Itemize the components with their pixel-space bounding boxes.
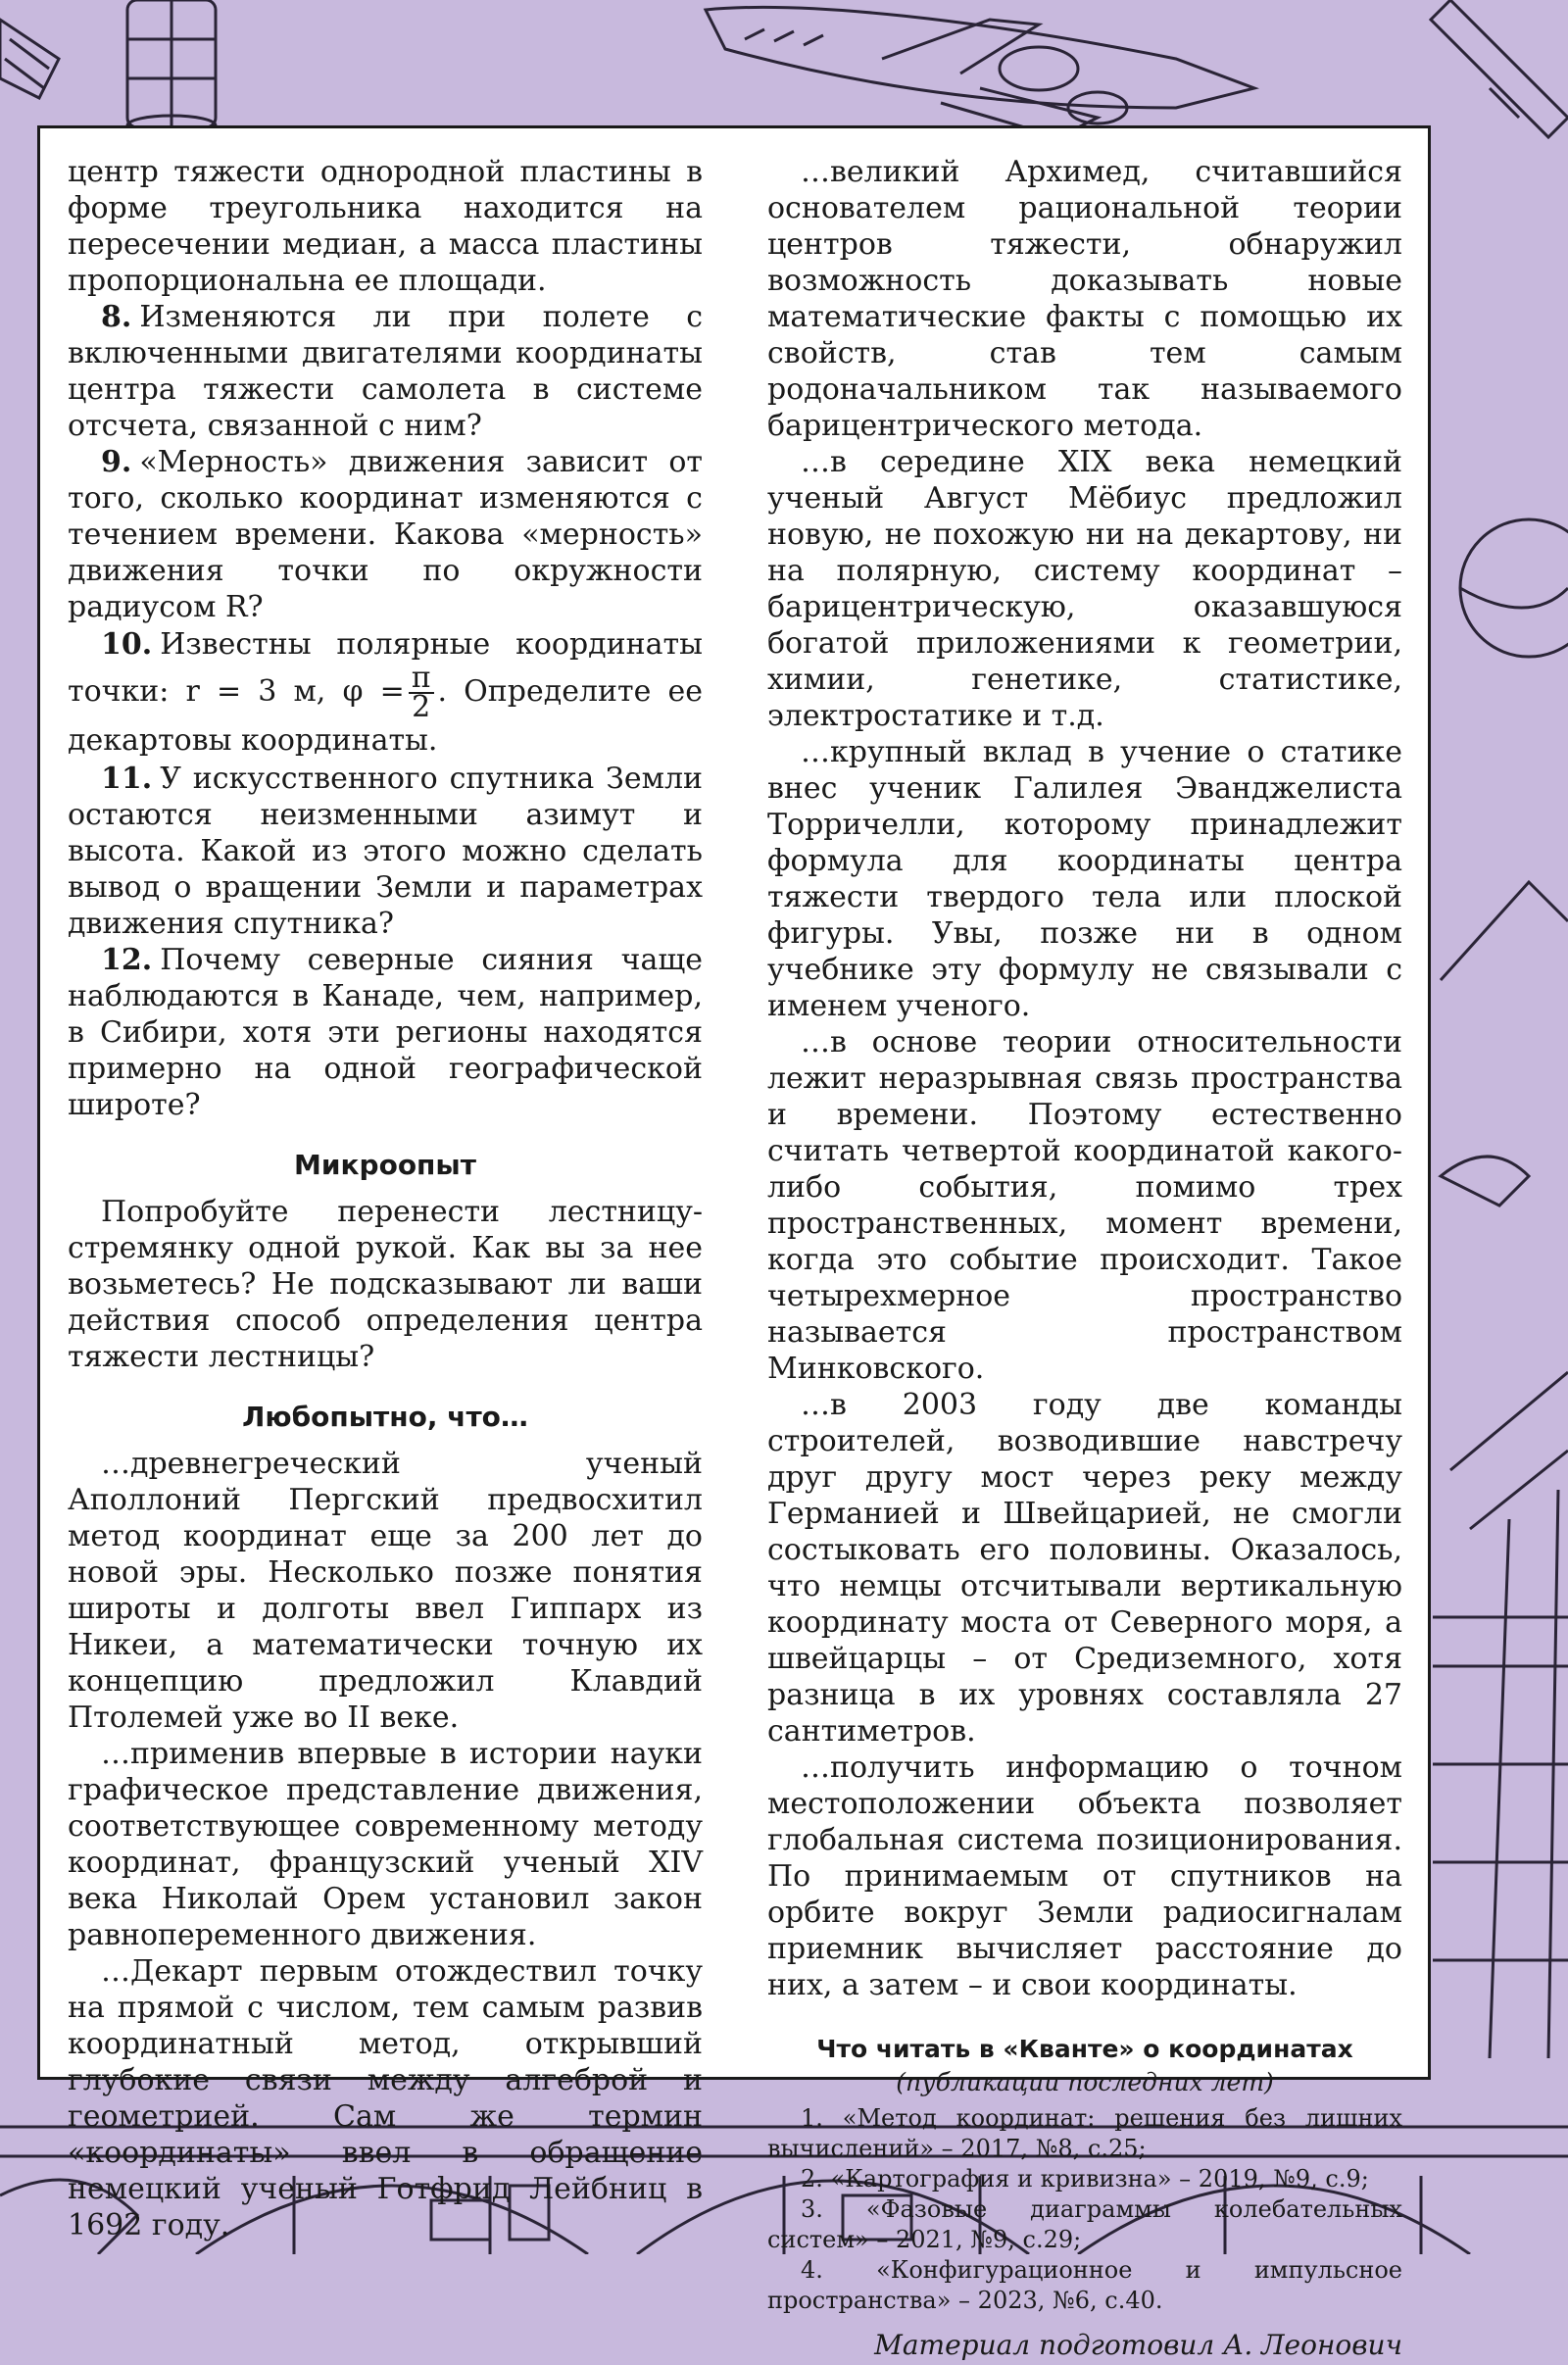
reading-list-item: 4. «Конфигурационное и импульсное пространства» – 2023, №6, с.40.	[767, 2256, 1402, 2314]
question-text: Известны полярные координаты точки: r = 3 м, φ =	[68, 627, 703, 709]
right-paragraph-6: …получить информацию о точном местоположении объекта позволяет глобальная система позиционирования. По принимаемым от спутников на орбите вокруг Земли радиосигналам приемник вычисляет расстояние до них, а затем – и свои координаты.	[767, 1750, 1402, 2002]
airplane-drawing	[706, 7, 1254, 137]
question-number: 11.	[101, 762, 153, 796]
article-panel	[37, 125, 1431, 2361]
question-8	[68, 299, 703, 444]
right-paragraph-4: …в основе теории относительности лежит неразрывная связь пространства и времени. Поэтому естественно считать четвертой координатой какого-либо события, помимо трех пространственных, момент времени, когда это событие происходит. Такое четырехмерное пространство называется пространством Минковского.	[767, 1025, 1402, 1386]
satellite-drawing	[0, 0, 216, 135]
question-number: 10.	[101, 627, 153, 662]
curious-heading: Любопытно, что…	[242, 1401, 528, 1433]
reading-list-item: 1. «Метод координат: решения без лишних вычислений» – 2017, №8, с.25;	[767, 2104, 1402, 2162]
question-text: Изменяются ли при полете с включенными двигателями координаты центра тяжести самолета в системе отсчета, связанной с ним?	[68, 300, 703, 443]
reading-list-item: 3. «Фазовые диаграммы колебательных систем» – 2021, №9, с.29;	[767, 2195, 1402, 2253]
right-side-drawings	[1433, 519, 1568, 2058]
right-paragraph-3: …крупный вклад в учение о статике внес ученик Галилея Эванджелиста Торричелли, которому принадлежит формула для координаты центра тяжести твердого тела или плоской фигуры. Увы, позже ни в одном учебнике эту формулу не связывали с именем ученого.	[767, 735, 1402, 1023]
question-11	[68, 761, 703, 942]
reading-list-item: 2. «Картография и кривизна» – 2019, №9, с.9;	[801, 2165, 1369, 2193]
pen-drawing	[1431, 0, 1568, 137]
question-number: 12.	[101, 943, 153, 977]
question-number: 8.	[101, 300, 132, 334]
microexp-paragraph: Попробуйте перенести лестницу-стремянку одной рукой. Как вы за нее возьметесь? Не подсказывают ли ваши действия способ определения центра тяжести лестницы?	[68, 1195, 703, 1374]
question-text: У искусственного спутника Земли остаются неизменными азимут и высота. Какой из этого можно сделать вывод о вращении Земли и параметрах движения спутника?	[68, 762, 703, 941]
right-paragraph-5: …в 2003 году две команды строителей, возводившие навстречу друг другу мост через реку между Германией и Швейцарией, не смогли состыковать его половины. Оказалось, что немцы отсчитывали вертикальную координату моста от Северного моря, а швейцарцы – от Средиземного, хотя разница в их уровнях составляла 27 сантиметров.	[767, 1388, 1402, 1749]
curious-paragraph-2: …применив впервые в истории науки графическое представление движения, соответствующее современному методу координат, французский ученый XIV века Николай Орем установил закон равнопеременного движения.	[68, 1737, 703, 1952]
curious-paragraph-3: …Декарт первым отождествил точку на прямой с числом, тем самым развив координатный метод, открывший глубокие связи между алгеброй и геометрией. Сам же термин «координаты» ввел в обращение немецкий ученый Готфрид Лейбниц в 1692 году.	[68, 1954, 703, 2242]
reading-list-heading: Что читать в «Кванте» о координатах	[816, 2035, 1353, 2063]
reading-list	[767, 2103, 1402, 2316]
right-paragraph-2: …в середине XIX века немецкий ученый Август Мёбиус предложил новую, не похожую ни на декартову, ни на полярную, систему координат – барицентрическую, оказавшуюся богатой приложениями к геометрии, химии, генетике, статистике, электростатике и т.д.	[767, 445, 1402, 733]
fraction-pi-over-2: $\frac{\pi}{2}$	[409, 665, 434, 721]
question-10	[68, 625, 703, 761]
question-text: «Мерность» движения зависит от того, сколько координат изменяются с течением времени. Какова «мерность» движения точки по окружности радиусом R?	[68, 445, 703, 624]
author-credit: Материал подготовил А. Леонович	[874, 2329, 1402, 2361]
right-paragraph-1: …великий Архимед, считавшийся основателем рациональной теории центров тяжести, обнаружил возможность доказывать новые математические факты с помощью их свойств, став тем самым родоначальником так называемого барицентрического метода.	[767, 155, 1402, 443]
question-12	[68, 942, 703, 1123]
right-column	[767, 154, 1402, 2365]
question-number: 9.	[101, 445, 132, 479]
microexp-heading: Микроопыт	[294, 1149, 476, 1181]
left-column	[68, 154, 703, 2243]
question-text-continued: . Определите ее декартовы координаты.	[68, 674, 704, 758]
intro-tail-paragraph: центр тяжести однородной пластины в форме треугольника находится на пересечении медиан, а масса пластины пропорциональна ее площади.	[68, 155, 703, 298]
curious-paragraph-1: …древнегреческий ученый Аполлоний Пергский предвосхитил метод координат еще за 200 лет до новой эры. Несколько позже понятия широты и долготы ввел Гиппарх из Никеи, а математически точную их концепцию предложил Клавдий Птолемей уже во II веке.	[68, 1447, 703, 1735]
question-9	[68, 444, 703, 625]
reading-list-subtitle: (публикации последних лет)	[896, 2068, 1274, 2096]
question-text: Почему северные сияния чаще наблюдаются в Канаде, чем, например, в Сибири, хотя эти регионы находятся примерно на одной географической широте?	[68, 943, 703, 1122]
